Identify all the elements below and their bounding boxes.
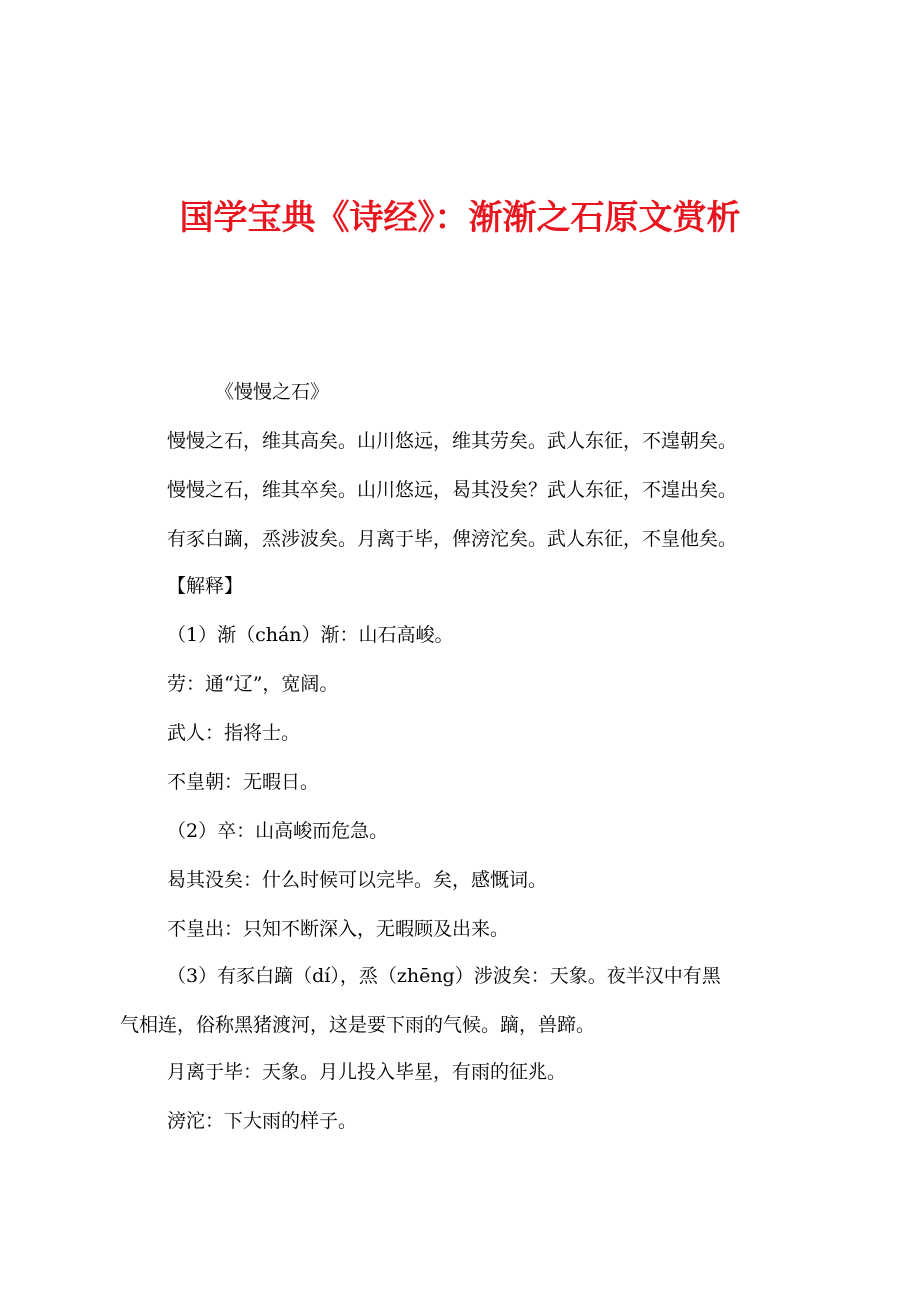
note-line: （3）有豕白蹢（dí），烝（zhēng）涉波矣：天象。夜半汉中有黑 — [167, 965, 721, 987]
note-line: 不皇出：只知不断深入，无暇顾及出来。 — [167, 918, 510, 940]
poem-line: 慢慢之石，维其卒矣。山川悠远，曷其没矣？武人东征，不遑出矣。 — [167, 479, 738, 501]
poem-line: 有豕白蹢，烝涉波矣。月离于毕，俾滂沱矣。武人东征，不皇他矣。 — [167, 528, 738, 550]
note-line: 劳：通“辽”，宽阔。 — [167, 673, 339, 695]
note-line: （2）卒：山高峻而危急。 — [167, 820, 389, 842]
note-line: 武人：指将士。 — [167, 722, 301, 744]
poem-line: 慢慢之石，维其高矣。山川悠远，维其劳矣。武人东征，不遑朝矣。 — [167, 430, 738, 452]
poem-title: 《慢慢之石》 — [215, 381, 330, 403]
note-line-continuation: 气相连，俗称黑猪渡河，这是要下雨的气候。蹢，兽蹄。 — [120, 1014, 596, 1036]
note-line: 曷其没矣：什么时候可以完毕。矣，感慨词。 — [167, 869, 548, 891]
note-line: 月离于毕：天象。月儿投入毕星，有雨的征兆。 — [167, 1061, 567, 1083]
note-line: （1）渐（chán）渐：山石高峻。 — [167, 624, 454, 646]
notes-heading: 【解释】 — [167, 575, 244, 597]
document-title: 国学宝典《诗经》：渐渐之石原文赏析 — [179, 198, 741, 238]
note-line: 滂沱：下大雨的样子。 — [167, 1110, 358, 1132]
note-line: 不皇朝：无暇日。 — [167, 771, 320, 793]
